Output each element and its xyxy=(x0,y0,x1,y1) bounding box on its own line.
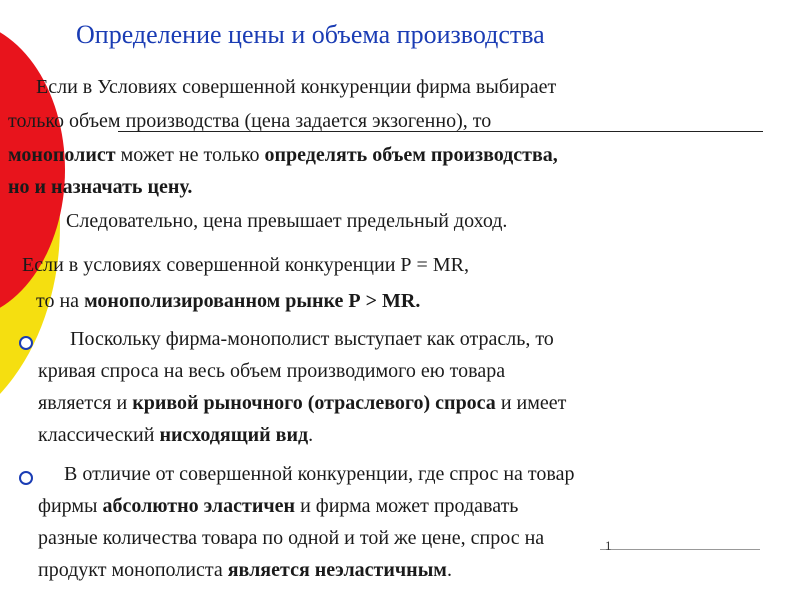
bullet-1-line-1: Поскольку фирма-монополист выступает как отрасль, то xyxy=(70,328,554,350)
bullet-1-line-4 xyxy=(38,421,313,449)
text: продукт монополиста xyxy=(38,559,228,581)
bullet-1-line-2: кривая спроса на весь объем производимого ею товара xyxy=(38,360,506,382)
bullet-2-line-4 xyxy=(38,556,452,584)
bullet-2-line-1: В отличие от совершенной конкуренции, где спрос на товар xyxy=(64,463,575,485)
bold-text: монополист xyxy=(8,144,116,166)
text: . xyxy=(446,559,452,581)
page-number: 1 xyxy=(605,538,612,553)
bullet-1-line-3 xyxy=(38,389,566,417)
bold-text: кривой рыночного (отраслевого) спроса xyxy=(132,392,496,414)
text: фирмы xyxy=(38,495,103,517)
text: . xyxy=(308,424,314,446)
bullet-2-line-3: разные количества товара по одной и той же цене, спрос на xyxy=(38,527,545,549)
paragraph-1-line-4: но и назначать цену. xyxy=(8,176,193,198)
bold-text: определять объем производства, xyxy=(264,144,558,166)
bullet-circle-icon xyxy=(19,336,33,350)
bullet-circle-icon xyxy=(19,471,33,485)
paragraph-1-line-3 xyxy=(8,141,558,169)
bold-text: нисходящий вид xyxy=(159,424,309,446)
text: является и xyxy=(38,392,133,414)
text: и фирма может продавать xyxy=(295,495,519,517)
decorative-bottom-line xyxy=(600,549,760,550)
bold-text: монополизированном рынке Р > MR. xyxy=(84,290,421,312)
paragraph-3: Если в условиях совершенной конкуренции Р = MR, xyxy=(22,254,469,276)
paragraph-1-line-2: только объем производства (цена задается экзогенно), то xyxy=(8,110,492,132)
bullet-2-line-2 xyxy=(38,492,518,520)
slide-title: Определение цены и объема производства xyxy=(76,20,545,49)
paragraph-4 xyxy=(36,287,420,315)
text: может не только xyxy=(115,144,265,166)
text: и имеет xyxy=(495,392,567,414)
paragraph-1-line-1: Если в Условиях совершенной конкуренции фирма выбирает xyxy=(36,76,557,98)
text: классический xyxy=(38,424,160,446)
bold-text: является неэластичным xyxy=(227,559,447,581)
paragraph-2: Следовательно, цена превышает предельный доход. xyxy=(66,210,508,232)
text: то на xyxy=(36,290,85,312)
bold-text: абсолютно эластичен xyxy=(102,495,296,517)
